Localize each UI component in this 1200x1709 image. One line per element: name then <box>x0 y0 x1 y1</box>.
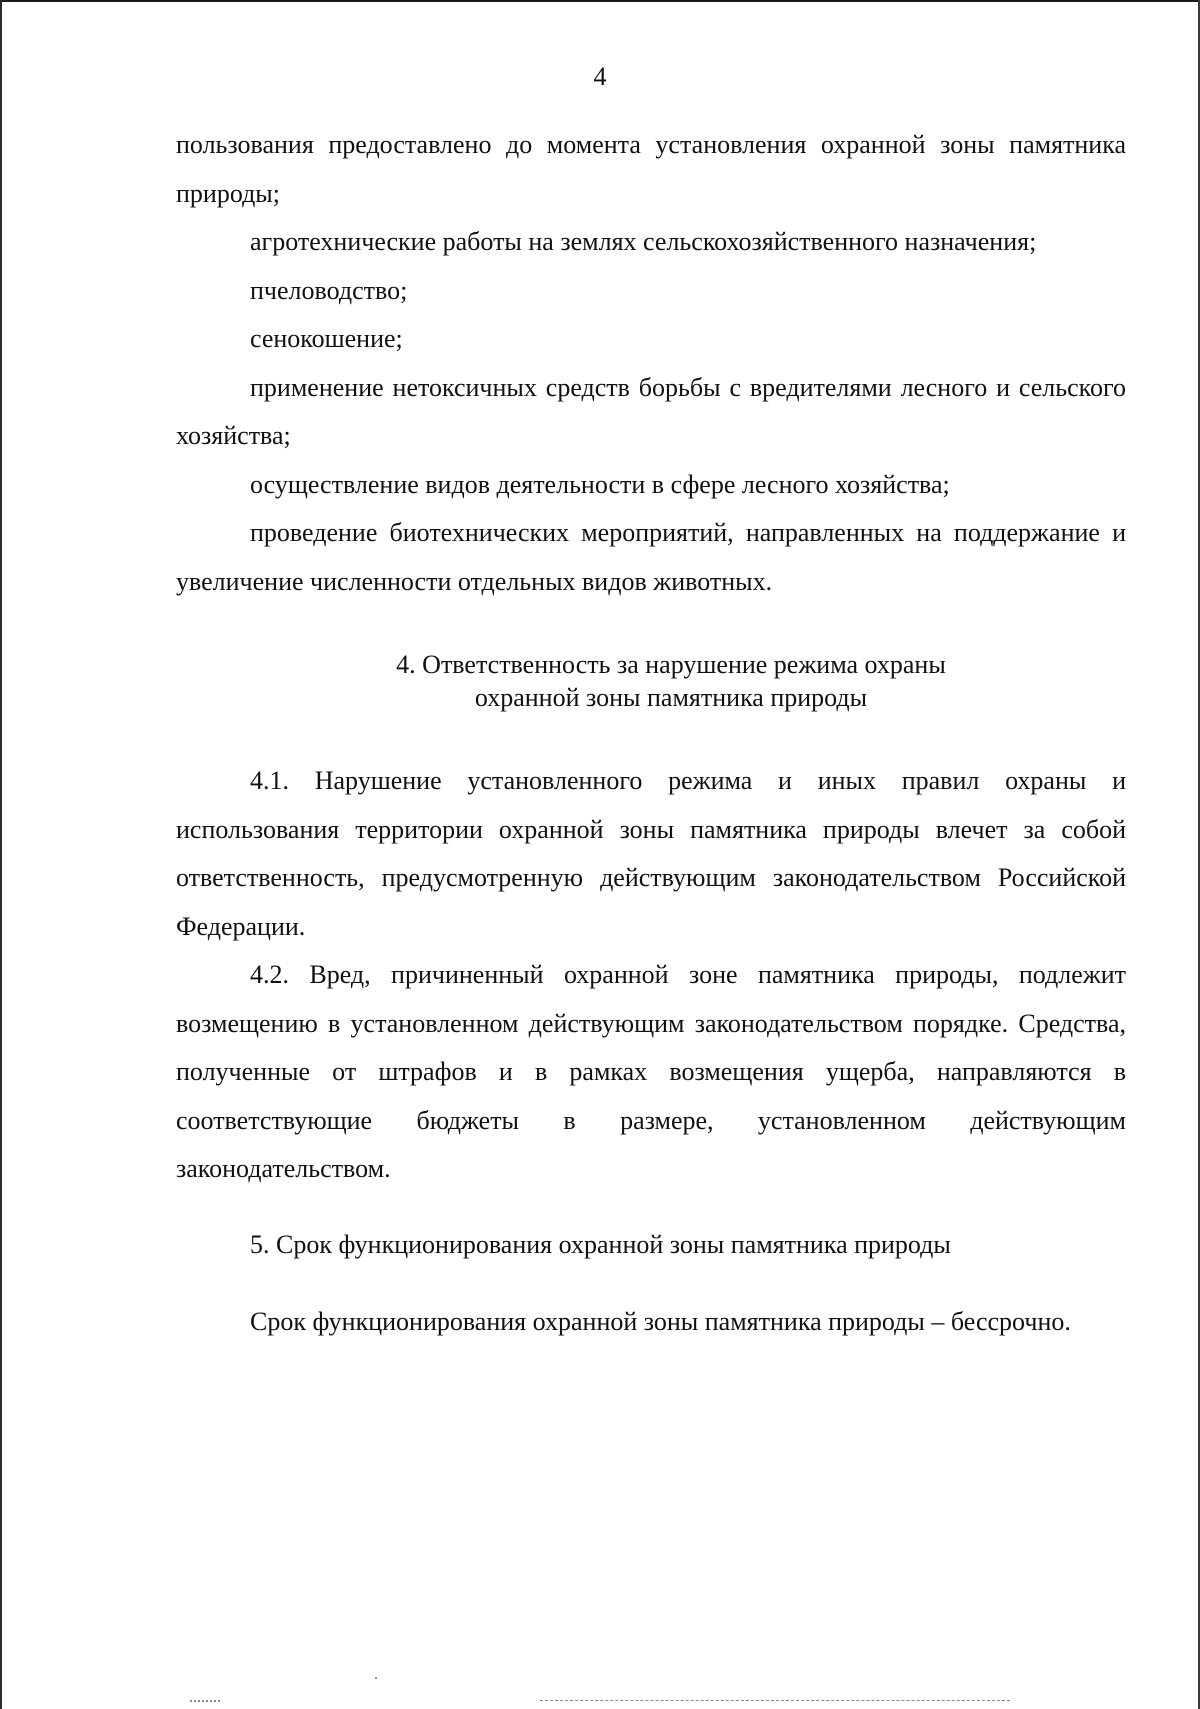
scan-speck <box>375 1677 377 1679</box>
section-5-heading: 5. Срок функционирования охранной зоны памятника природы <box>250 1229 951 1259</box>
scan-artifact-dashes <box>540 1700 1010 1701</box>
paragraph-5-1: Срок функционирования охранной зоны памятника природы – бессрочно. <box>250 1306 1071 1336</box>
section-4-heading-line2: охранной зоны памятника природы <box>474 683 868 712</box>
list-item-haymaking: сенокошение; <box>250 324 403 353</box>
scan-edge-left <box>0 0 2 1709</box>
paragraph-4-1: 4.1. Нарушение установленного режима и иных правил охраны и использования территории охранной зоны памятника природы влечет за собой ответственность, предусмотренную действующим законодательством Российской Федерации. <box>176 766 1126 941</box>
section-4-heading <box>176 648 1126 714</box>
document-body <box>176 121 1126 1346</box>
list-item-forestry: осуществление видов деятельности в сфере лесного хозяйства; <box>250 469 950 499</box>
list-item-beekeeping: пчеловодство; <box>250 275 408 305</box>
list-item-biotechnical: проведение биотехнических мероприятий, направленных на поддержание и увеличение численности отдельных видов животных. <box>176 518 1126 596</box>
list-item-agrotechnical: агротехнические работы на землях сельскохозяйственного назначения; <box>250 227 1037 256</box>
page-number: 4 <box>593 62 607 91</box>
section-4-heading-line1: 4. Ответственность за нарушение режима охраны <box>396 650 946 679</box>
paragraph-4-2: 4.2. Вред, причиненный охранной зоне памятника природы, подлежит возмещению в установленном действующим законодательством порядке. Средства, полученные от штрафов и в рамках возмещения ущерба, направляются в соответствующие бюджеты в размере, установленном действующим законодательством. <box>176 960 1126 1183</box>
scan-artifact-dots <box>190 1700 220 1702</box>
paragraph-continuation: пользования предоставлено до момента установления охранной зоны памятника природы; <box>176 130 1126 208</box>
list-item-pest-control: применение нетоксичных средств борьбы с вредителями лесного и сельского хозяйства; <box>176 372 1126 450</box>
scan-edge-top <box>0 0 1200 2</box>
